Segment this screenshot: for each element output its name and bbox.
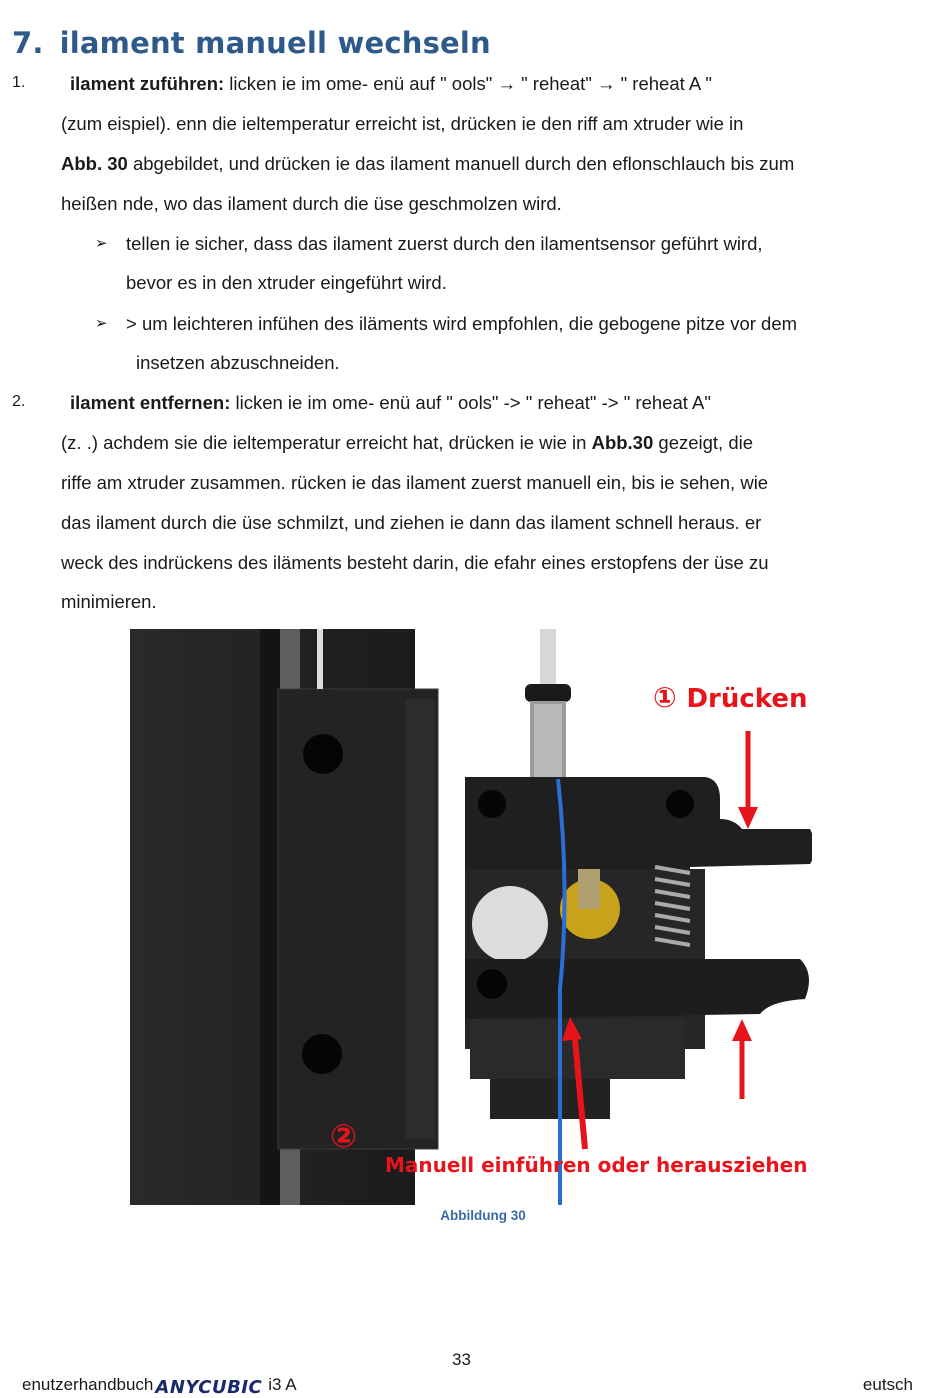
step1-line-4: heißen nde, wo das ilament durch die üse geschmolzen wird. xyxy=(61,193,562,214)
bullet1-line-2: bevor es in den xtruder eingeführt wird. xyxy=(126,272,447,293)
step1-line-3: Abb. 30 abgebildet, und drücken ie das ilament manuell durch den eflonschlauch bis zum xyxy=(61,153,795,174)
footer-left xyxy=(22,1375,297,1398)
step1-number: 1. xyxy=(12,74,26,91)
step2-line-2: (z. .) achdem sie die ieltemperatur erreicht hat, drücken ie wie in Abb.30 gezeigt, die xyxy=(61,432,754,453)
footer-manual-title: enutzerhandbuch xyxy=(22,1375,154,1394)
page-number: 33 xyxy=(452,1350,471,1369)
label-manual-number: ② xyxy=(330,1117,358,1155)
step1-line-2: (zum eispiel). enn die ieltemperatur erreicht ist, drücken ie den riff am xtruder wie in xyxy=(61,113,744,134)
extruder-figure xyxy=(130,629,812,1205)
bullet2-line-1: > um leichteren infühen des iläments wird empfohlen, die gebogene pitze vor dem xyxy=(126,313,798,334)
section-heading xyxy=(12,26,491,60)
step2-line-4: das ilament durch die üse schmilzt, und ziehen ie dann das ilament schnell heraus. er xyxy=(61,512,762,533)
bullet-arrow-icon: ➢ xyxy=(95,235,108,252)
label-press-number: ① xyxy=(653,681,677,714)
step2-line-5: weck des indrückens des iläments besteht darin, die efahr eines erstopfens der üse zu xyxy=(61,552,769,573)
footer-model: i3 A xyxy=(268,1375,297,1394)
bullet2-line-2: insetzen abzuschneiden. xyxy=(136,352,340,373)
figure-caption: Abbildung 30 xyxy=(440,1208,526,1223)
footer-language: eutsch xyxy=(862,1375,913,1394)
bullet-arrow-icon: ➢ xyxy=(95,315,108,332)
step2-line-6: minimieren. xyxy=(61,591,157,612)
step2-line-1: ilament entfernen: licken ie im ome- enü auf " ools" -> " reheat" -> " reheat A" xyxy=(70,392,711,413)
step2-number: 2. xyxy=(12,393,26,410)
section-number: 7. xyxy=(12,26,44,60)
section-title: ilament manuell wechseln xyxy=(59,26,491,60)
brand-logo: ANYCUBIC xyxy=(155,1377,263,1398)
label-manual-text: Manuell einführen oder herausziehen xyxy=(385,1153,808,1177)
step2-line-3: riffe am xtruder zusammen. rücken ie das ilament zuerst manuell ein, bis ie sehen, wie xyxy=(61,472,769,493)
label-press-text: Drücken xyxy=(686,684,808,714)
extruder-illustration xyxy=(130,629,812,1205)
bullet1-line-1: tellen ie sicher, dass das ilament zuerst durch den ilamentsensor geführt wird, xyxy=(126,233,763,254)
label-press xyxy=(653,681,808,714)
step1-line-1: ilament zuführen: licken ie im ome- enü auf " ools" → " reheat" → " reheat A " xyxy=(70,73,712,94)
